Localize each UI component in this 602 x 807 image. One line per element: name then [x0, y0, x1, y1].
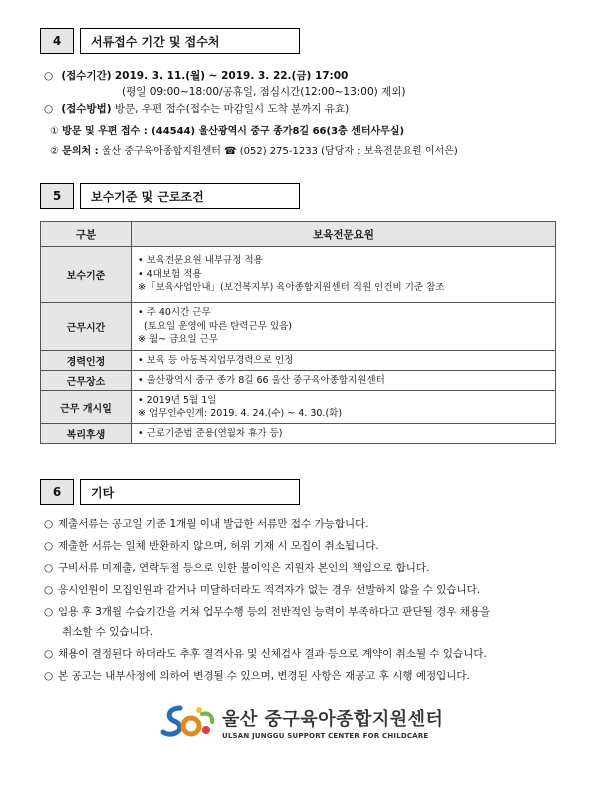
period-note: (평일 09:00~18:00/공휴일, 점심시간(12:00~13:00) 제외) [122, 86, 406, 98]
logo-name-korean: 울산 중구육아종합지원센터 [222, 708, 444, 730]
table-row [41, 351, 556, 371]
circle-bullet: ○ [44, 606, 54, 618]
table-row [41, 303, 556, 351]
table-row [41, 247, 556, 303]
logo-text [222, 705, 443, 740]
list-item-text: 제출서류는 공고일 기준 1개월 이내 발급한 서류만 접수 가능합니다. [58, 518, 369, 530]
list-item [44, 582, 480, 597]
table-header-category: 구분 [41, 222, 132, 247]
method-label: (접수방법) [61, 103, 112, 115]
receipt-method [44, 101, 349, 116]
period-value: 2019. 3. 11.(월) ~ 2019. 3. 22.(금) 17:00 [114, 70, 349, 82]
row-value [132, 303, 556, 351]
row-label: 보수기준 [41, 247, 132, 303]
value-line: (토요일 운영에 따른 탄력근무 있음) [138, 320, 293, 332]
row-value [132, 247, 556, 303]
section-5-header [40, 183, 300, 209]
item-2-text: 울산 중구육아종합지원센터 ☎ (052) 275-1233 (담당자 : 보육전문요원 이서은) [101, 146, 458, 157]
row-label: 근무시간 [41, 303, 132, 351]
section-4-header [40, 28, 300, 54]
section-6-header [40, 479, 300, 505]
value-line: ※「보육사업안내」(보건복지부) 육아종합지원센터 직원 인건비 기준 참조 [138, 282, 445, 294]
value-line: • 2019년 5월 1일 [138, 394, 217, 406]
row-label: 근무 개시일 [41, 391, 132, 424]
circle-bullet: ○ [44, 584, 54, 596]
item-2-mark: ② [50, 146, 59, 157]
row-label: 경력인정 [41, 351, 132, 371]
receipt-period [44, 68, 348, 83]
circle-bullet: ○ [44, 70, 54, 82]
value-line: • 보육 등 아동복지업무경력으로 인정 [138, 354, 294, 366]
circle-bullet: ○ [44, 562, 54, 574]
row-label: 근무장소 [41, 371, 132, 391]
section-6-title: 기타 [80, 479, 300, 505]
circle-bullet: ○ [44, 670, 54, 682]
list-item [44, 604, 490, 619]
section-4-number: 4 [40, 28, 74, 54]
list-item-text: 구비서류 미제출, 연락두절 등으로 인한 불이익은 지원자 본인의 책임으로 합니다. [58, 562, 430, 574]
row-value [132, 351, 556, 371]
table-row [41, 424, 556, 444]
circle-bullet: ○ [44, 103, 54, 115]
list-item-text: 임용 후 3개월 수습기간을 거쳐 업무수행 등의 전반적인 능력이 부족하다고 판단될 경우 채용을 [58, 606, 491, 618]
logo-name-english: ULSAN JUNGGU SUPPORT CENTER FOR CHILDCARE [222, 731, 429, 740]
value-line: ※ 업무인수인계: 2019. 4. 24.(수) ~ 4. 30.(화) [138, 408, 343, 419]
row-value [132, 371, 556, 391]
value-line: • 4대보험 적용 [138, 268, 202, 280]
value-line: • 주 40시간 근무 [138, 307, 211, 319]
row-label: 복리후생 [41, 424, 132, 444]
list-item [44, 668, 470, 683]
list-item-text: 응시인원이 모집인원과 같거나 미달하더라도 적격자가 없는 경우 선발하지 않을 수 있습니다. [58, 584, 481, 596]
period-label: (접수기간) [61, 70, 112, 82]
item-2-label: 문의처 : [62, 146, 99, 157]
list-item [44, 646, 487, 661]
item-1-mark: ① [50, 126, 59, 137]
table-header-row [41, 222, 556, 247]
circle-bullet: ○ [44, 648, 54, 660]
receipt-item-2 [50, 142, 458, 157]
table-row [41, 391, 556, 424]
list-item [44, 516, 369, 531]
method-value: 방문, 우편 접수(접수는 마감일시 도착 분까지 유효) [114, 103, 350, 115]
list-item [44, 560, 429, 575]
value-line: ※ 월~ 금요일 근무 [138, 334, 219, 346]
section-6-number: 6 [40, 479, 74, 505]
section-5-number: 5 [40, 183, 74, 209]
item-1-text: 방문 및 우편 접수 : (44544) 울산광역시 중구 종가8길 66(3층 센터사무실) [62, 126, 405, 137]
circle-bullet: ○ [44, 518, 54, 530]
circle-bullet: ○ [44, 540, 54, 552]
list-item-continuation: 취소할 수 있습니다. [62, 626, 154, 638]
value-line: • 근로기준법 준용(연월차 휴가 등) [138, 427, 283, 439]
list-item-text: 제출한 서류는 일체 반환하지 않으며, 허위 기재 시 모집이 취소됩니다. [58, 540, 379, 552]
list-item [44, 538, 379, 553]
row-value [132, 424, 556, 444]
center-logo [160, 702, 443, 742]
section-4-title: 서류접수 기간 및 접수처 [80, 28, 300, 54]
table-header-position: 보육전문요원 [132, 222, 556, 247]
value-line: • 울산광역시 중구 종가 8길 66 울산 중구육아종합지원센터 [138, 374, 385, 386]
value-line: • 보육전문요원 내부규정 적용 [138, 255, 263, 267]
section-5-title: 보수기준 및 근로조건 [80, 183, 300, 209]
table-row [41, 371, 556, 391]
list-item-text: 채용이 결정된다 하더라도 추후 결격사유 및 신체검사 결과 등으로 계약이 취소될 수 있습니다. [58, 648, 487, 660]
row-value [132, 391, 556, 424]
receipt-item-1 [50, 122, 404, 137]
list-item-text: 본 공고는 내부사정에 의하여 변경될 수 있으며, 변경된 사항은 재공고 후 시행 예정입니다. [58, 670, 470, 682]
work-conditions-table [40, 221, 556, 444]
center-logo-icon [160, 702, 216, 742]
